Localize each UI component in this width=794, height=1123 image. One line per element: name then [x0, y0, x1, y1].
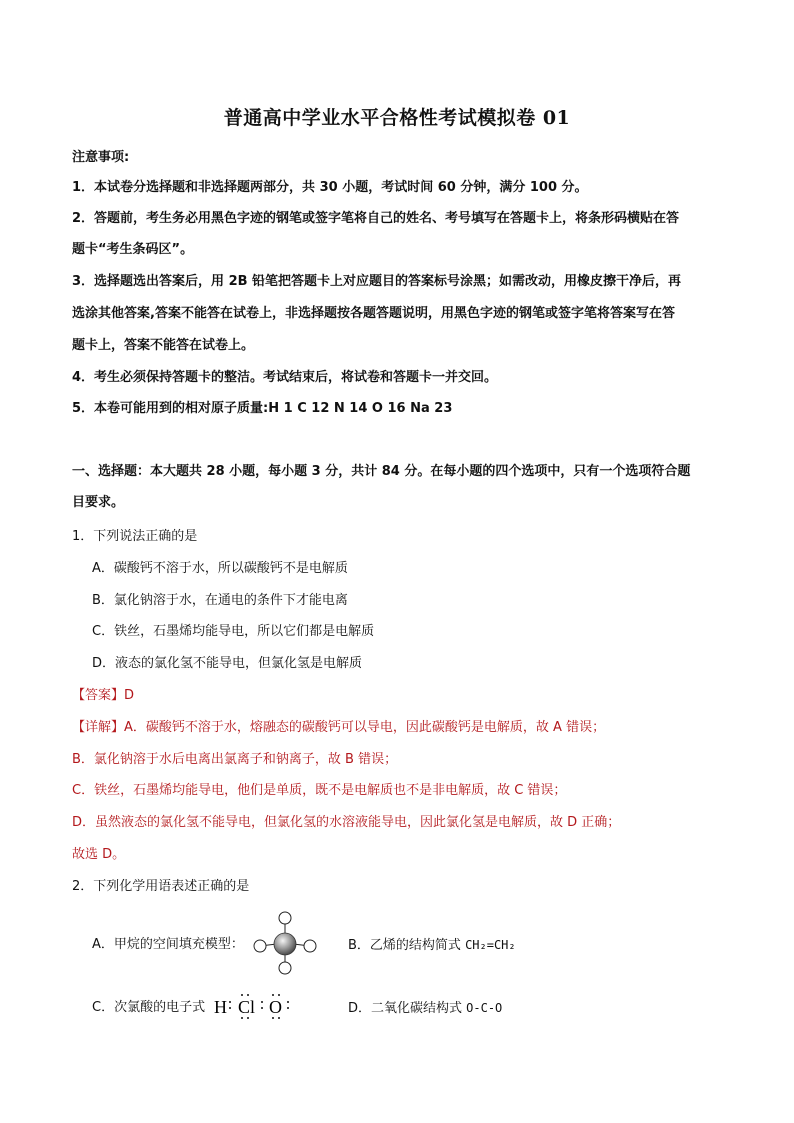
question-2-stem: 2．下列化学用语表述正确的是 [72, 879, 250, 894]
lewis-cl: Cl [238, 997, 256, 1017]
detail-text-a: A．碳酸钙不溶于水，熔融态的碳酸钙可以导电，因此碳酸钙是电解质，故 A 错误； [124, 720, 606, 735]
answer-line [72, 688, 134, 704]
question-2-option-c: C．次氯酸的电子式 [92, 1000, 206, 1015]
detail-line-c: C．铁丝，石墨烯均能导电，他们是单质，既不是电解质也不是非电解质，故 C 错误； [72, 783, 567, 798]
methane-space-filling-model-image [252, 910, 318, 976]
page-title: 普通高中学业水平合格性考试模拟卷 01 [223, 107, 571, 129]
question-2-option-b [348, 937, 516, 954]
notice-item-3a: 3．选择题选出答案后，用 2B 铅笔把答题卡上对应题目的答案标号涂黑；如需改动，用橡皮擦干净后，再 [72, 274, 682, 289]
option-b-text: B．乙烯的结构简式 [348, 938, 466, 953]
detail-label: 【详解】 [72, 720, 125, 735]
notice-item-1: 1．本试卷分选择题和非选择题两部分，共 30 小题，考试时间 60 分钟，满分 100 分。 [72, 180, 588, 195]
notice-item-5: 5．本卷可能用到的相对原子质量:H 1 C 12 N 14 O 16 Na 23 [72, 401, 453, 416]
detail-line-a [72, 720, 605, 736]
lewis-o: O [269, 997, 282, 1017]
notice-item-3b: 选涂其他答案,答案不能答在试卷上，非选择题按各题答题说明，用黑色字迹的钢笔或签字笔将答案写在答 [72, 306, 675, 321]
lewis-h: H [214, 997, 227, 1017]
question-1-option-c: C．铁丝，石墨烯均能导电，所以它们都是电解质 [92, 624, 375, 639]
section-heading-b: 目要求。 [72, 495, 125, 510]
notice-item-2a: 2．答题前，考生务必用黑色字迹的钢笔或签字笔将自己的姓名、考号填写在答题卡上，将条形码横贴在答 [72, 211, 680, 226]
question-1-option-d: D．液态的氯化氢不能导电，但氯化氢是电解质 [92, 656, 363, 671]
notice-heading: 注意事项: [72, 150, 130, 165]
section-heading-a: 一、选择题：本大题共 28 小题，每小题 3 分，共计 84 分。在每小题的四个选项中，只有一个选项符合题 [72, 464, 691, 479]
option-d-text: D．二氧化碳结构式 [348, 1001, 467, 1016]
notice-item-3c: 题卡上，答案不能答在试卷上。 [72, 338, 255, 353]
detail-conclusion: 故选 D。 [72, 847, 126, 862]
question-2-option-d [348, 1000, 502, 1017]
notice-item-2b: 题卡“考生条码区”。 [72, 242, 194, 257]
detail-line-b: B．氯化钠溶于水后电离出氯离子和钠离子，故 B 错误； [72, 752, 398, 767]
detail-line-d: D．虽然液态的氯化氢不能导电，但氯化氢的水溶液能导电，因此氯化氢是电解质，故 D 正确； [72, 815, 621, 830]
ethylene-formula: CH₂=CH₂ [465, 938, 516, 952]
question-1-stem: 1．下列说法正确的是 [72, 529, 198, 544]
hypochlorous-acid-electron-formula [214, 992, 304, 1022]
notice-item-4: 4．考生必须保持答题卡的整洁。考试结束后，将试卷和答题卡一并交回。 [72, 370, 498, 385]
answer-label: 【答案】 [72, 688, 125, 703]
answer-value: D [124, 688, 135, 703]
question-1-option-a: A．碳酸钙不溶于水，所以碳酸钙不是电解质 [92, 561, 348, 576]
co2-structural-formula: O-C-O [466, 1001, 503, 1015]
question-2-option-a: A．甲烷的空间填充模型： [92, 937, 244, 952]
question-1-option-b: B．氯化钠溶于水，在通电的条件下才能电离 [92, 593, 348, 608]
